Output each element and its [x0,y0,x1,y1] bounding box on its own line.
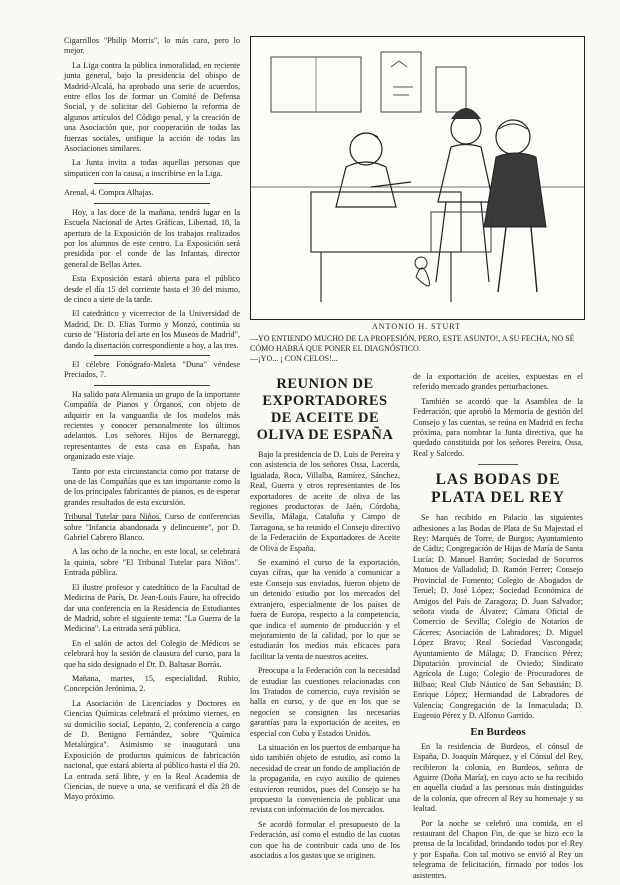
aceite-assembly: También se acordó que la Asamblea de la Federación, que aprobó la Memoria de gestión del Consejo y las cuentas, se reúna en Madrid en fecha próxima, para nombrar la Junta directiva, que ha quedado constituida por los señores Pereira, Ossa, Real y Salcedo. [413,396,583,458]
divider [94,183,210,184]
aceite-paragraph-3: Preocupa a la Federación con la necesidad de estudiar las cuestiones relacionadas con los Tratados de comercio, cuya revisión se halla en curso, y de que en los que se negocien se consignen las necesarias garantías para la exportación de aceites, en especial con Cuba y Estados Unidos. [250,666,400,738]
tribunal-heading: Tribunal Tutelar para Niños. [64,512,162,522]
arenal-ad: Arenal, 4. Compra Alhajas. [64,188,154,198]
aceite-headline: REUNION DE EXPORTADORES DE ACEITE DE OLIVA DE ESPAÑA [256,376,394,443]
aceite-continuation: de la exportación de aceites, expuestas en el referido mercado grandes perturbaciones. [413,372,583,392]
faure-paragraph: El ilustre profesor y catedrático de la Facultad de Medicina de París, Dr. Jean-Louis Faure, ha ofrecido dar una conferencia en la Residencia de Estudiantes de Madrid, sobre el siguiente tema: "La Guerra de la Medicina". La entrada será pública. [64,582,240,634]
cartoon-caption [250,322,583,364]
divider [94,355,210,356]
cartoon-credit: ANTONIO H. STURT [372,322,461,331]
aceite-paragraph-5: Se acordó formular el presupuesto de la Federación, así como el estudio de las cuotas con que ha de contribuir cada uno de los asociados a los gastos que se originen. [250,819,400,861]
fonografo-ad: El célebre Fonógrafo-Maleta "Duna" véndese Preciados, 7. [64,359,240,380]
aceite-paragraph-2: Se examinó el curso de la exportación, cuyas cifras, que ha venido a comunicar a este Consejo sus enviados, fueron objeto de un detenido estudio por los mercados del extranjero, especialmente de los países de fuera de Europa, respecto a la competencia, que indica el aumento de producción y el mejoramiento de la calidad, por lo que se estudiarán los medios más eficaces para facilitar la venta de nuestros aceites. [250,558,400,661]
medicos-paragraph: En el salón de actos del Colegio de Médicos se celebrará hoy la sesión de clausura del curso, para la que ha sido designado el Dr. D. Baltasar Borrás. [64,638,240,669]
left-column [64,36,240,807]
exposicion-paragraph: Hoy, a las doce de la mañana, tendrá lugar en la Escuela Nacional de Artes Gráficas, Libertad, 18, la apertura de la Exposición de los trabajos realizados por los alumnos de este centro. La Exposición será presidida por el conde de las Infantas, director general de Bellas Artes. [64,207,240,269]
aceite-paragraph-4: La situación en los puertos de embarque ha sido también objeto de estudio, así como la necesidad de crear un fondo de ampliación de la propaganda, en cuyo auxilio de quienes estuvieron reunidos, pues del Consejo se ha propuesto la conveniencia de publicar una revista con información de los mercados. [250,742,400,815]
philip-morris-ad: Cigarrillos "Philip Morris", lo más caro, pero lo mejor. [64,36,240,56]
divider [478,464,518,465]
aceite-paragraph-1: Bajo la presidencia de D. Luis de Pereira y con asistencia de los señores Ossa, Lacerda, Igualada, Roca, Villalba, Ramírez, Sánchez, Real, Guerra y otros representantes de los exportadores de aceite de oliva de las regiones productoras de Jaén, Córdoba, Sevilla, Málaga, Cataluña y Campo de Tarragona, se ha reunido el Consejo directivo de la Federación de Exportadores de Aceite de Oliva de España. [250,450,400,553]
rubio-ad: Mañana, martes, 15, especialidad. Rubio, Concepción Jerónima, 2. [64,673,240,694]
bodas-headline: LAS BODAS DE PLATA DEL REY [431,471,565,507]
pianos-paragraph-2: Tanto por esta circunstancia como por tratarse de una de las Compañías que es tan importante como la de los principales fabricantes de pianos, es de esperar grandes resultados de esta excursión. [64,466,240,507]
right-column [413,372,583,885]
tribunal-text: Curso de conferencias sobre "Infancia abandonada y delincuente", por D. Gabriel Cabrero Blanco. [64,512,240,543]
burdeos-paragraph-2: Por la noche se celebró una comida, en el restaurant del Chapon Fin, de que se hizo eco la prensa de la localidad, brindando todos por el Rey y por España. Con tal motivo se envió al Rey un telegrama de felicitación, firmado por todos los asistentes. [413,818,583,880]
divider [94,385,210,386]
pianos-paragraph: Ha salido para Alemania un grupo de la importante Compañía de Pianos y Órganos, con objeto de adquirir en la vanguardia de los modelos más recientes y conocer personalmente los últimos adelantos. Los señores Hijos de Bernareggi, representantes de esta casa en España, han organizado este viaje. [64,389,240,462]
middle-column [250,372,400,865]
exposicion-hours: Esta Exposición estará abierta para el público desde el día 15 del corriente hasta el 30 del mismo, de cinco a siete de la tarde. [64,274,240,304]
liga-paragraph: La Liga contra la pública inmoralidad, en reciente junta general, bajo la presidencia del obispo de Madrid-Alcalá, ha aprobado una serie de acuerdos, entre ellos los de formar un Comité de Defensa Social, y de solicitar del Gobierno la reforma de algunos artículos del Código penal, y la creación de una Asociación que, por cooperación de todas las fuerzas sociales, unifique la acción de todas las Asociaciones similares. [64,60,240,154]
divider [94,203,210,204]
bodas-paragraph: Se han recibido en Palacio las siguientes adhesiones a las Bodas de Plata de Su Majestad el Rey: Marqués de Torre, de Burgos; Ayuntamiento de Cádiz; Congregación de Hijas de María de Santa Lucía; D. Manuel Barrón; Sociedad de Socorros Mutuos de Valladolid; D. Ramón Ferrer; Consejo Provincial de Fomento; Colegio de Abogados de Teruel; D. José López; Sociedad Económica de Amigos del País de Zaragoza; D. Juan Salvador; señora viuda de Álvarez; Cámara Oficial de Comercio de Sevilla; Colegio de Notarios de Cáceres; Asociación de Labradores; D. Miguel López Bravo; Real Sociedad Vascongada; Ayuntamiento de Málaga; D. Francisco Pérez; Diputación provincial de Oviedo; Sindicato Agrícola de Lugo; Colegio de Procuradores de Bilbao; Real Club Náutico de San Sebastián; D. Enrique López; Hermandad de Labradores de Valencia; Congregación de la Inmaculada; D. Eugenio Pérez y D. Alfonso Garrido. [413,513,583,720]
cartoon-illustration [250,36,585,320]
quimicos-paragraph: La Asociación de Licenciados y Doctores en Ciencias Químicas celebrará el próximo viernes, en su domicilio social, Lepanto, 2, conferencia a cargo de D. Benigno Fernández, sobre "Química Metalúrgica". Asimismo se inaugurará una Exposición de productos químicos de fabricación nacional, que estará abierta al público hasta el día 20. La entrada será libre, y en la Real Academia de Ciencias, de nueve a una, se verificará el día 28 de Mayo próximo. [64,698,240,802]
catedratico-paragraph: El catedrático y vicerrector de la Universidad de Madrid, Dr. D. Elías Tormo y Monzó, continúa su curso de "Historia del arte en los Museos de Madrid", dando la disertación correspondiente a hoy, a las tres. [64,309,240,350]
caption-line-2: —¡YO... ¡ CON CELOS!... [250,354,338,363]
tribunal-conference: A las ocho de la noche, en este local, se celebrará la quinta, sobre "El Tribunal Tutelar para Niños". Entrada pública. [64,547,240,578]
liga-invitation: La Junta invita a todas aquellas personas que simpaticen con la causa, a inscribirse en la Liga. [64,158,240,178]
caption-line-1: —YO ENTIENDO MUCHO DE LA PROFESIÓN, PERO, ESTE ASUNTO!, A SU FECHA, NO SÉ CÓMO HABRÁ QUE PONER EL DIAGNÓSTICO. [250,334,575,353]
burdeos-paragraph-1: En la residencia de Burdeos, el cónsul de España, D. Joaquín Márquez, y el Cónsul del Rey, recibieron la colonia, en Burdeos, señora de Aguirre (Doña María), en cuyo acto se ha recibido en aquella ciudad a las personas más distinguidas de la colonia, que ofrecen al Rey su homenaje y su lealtad. [413,741,583,814]
cartoon-drawing [251,37,584,319]
burdeos-subhead: En Burdeos [470,726,526,739]
